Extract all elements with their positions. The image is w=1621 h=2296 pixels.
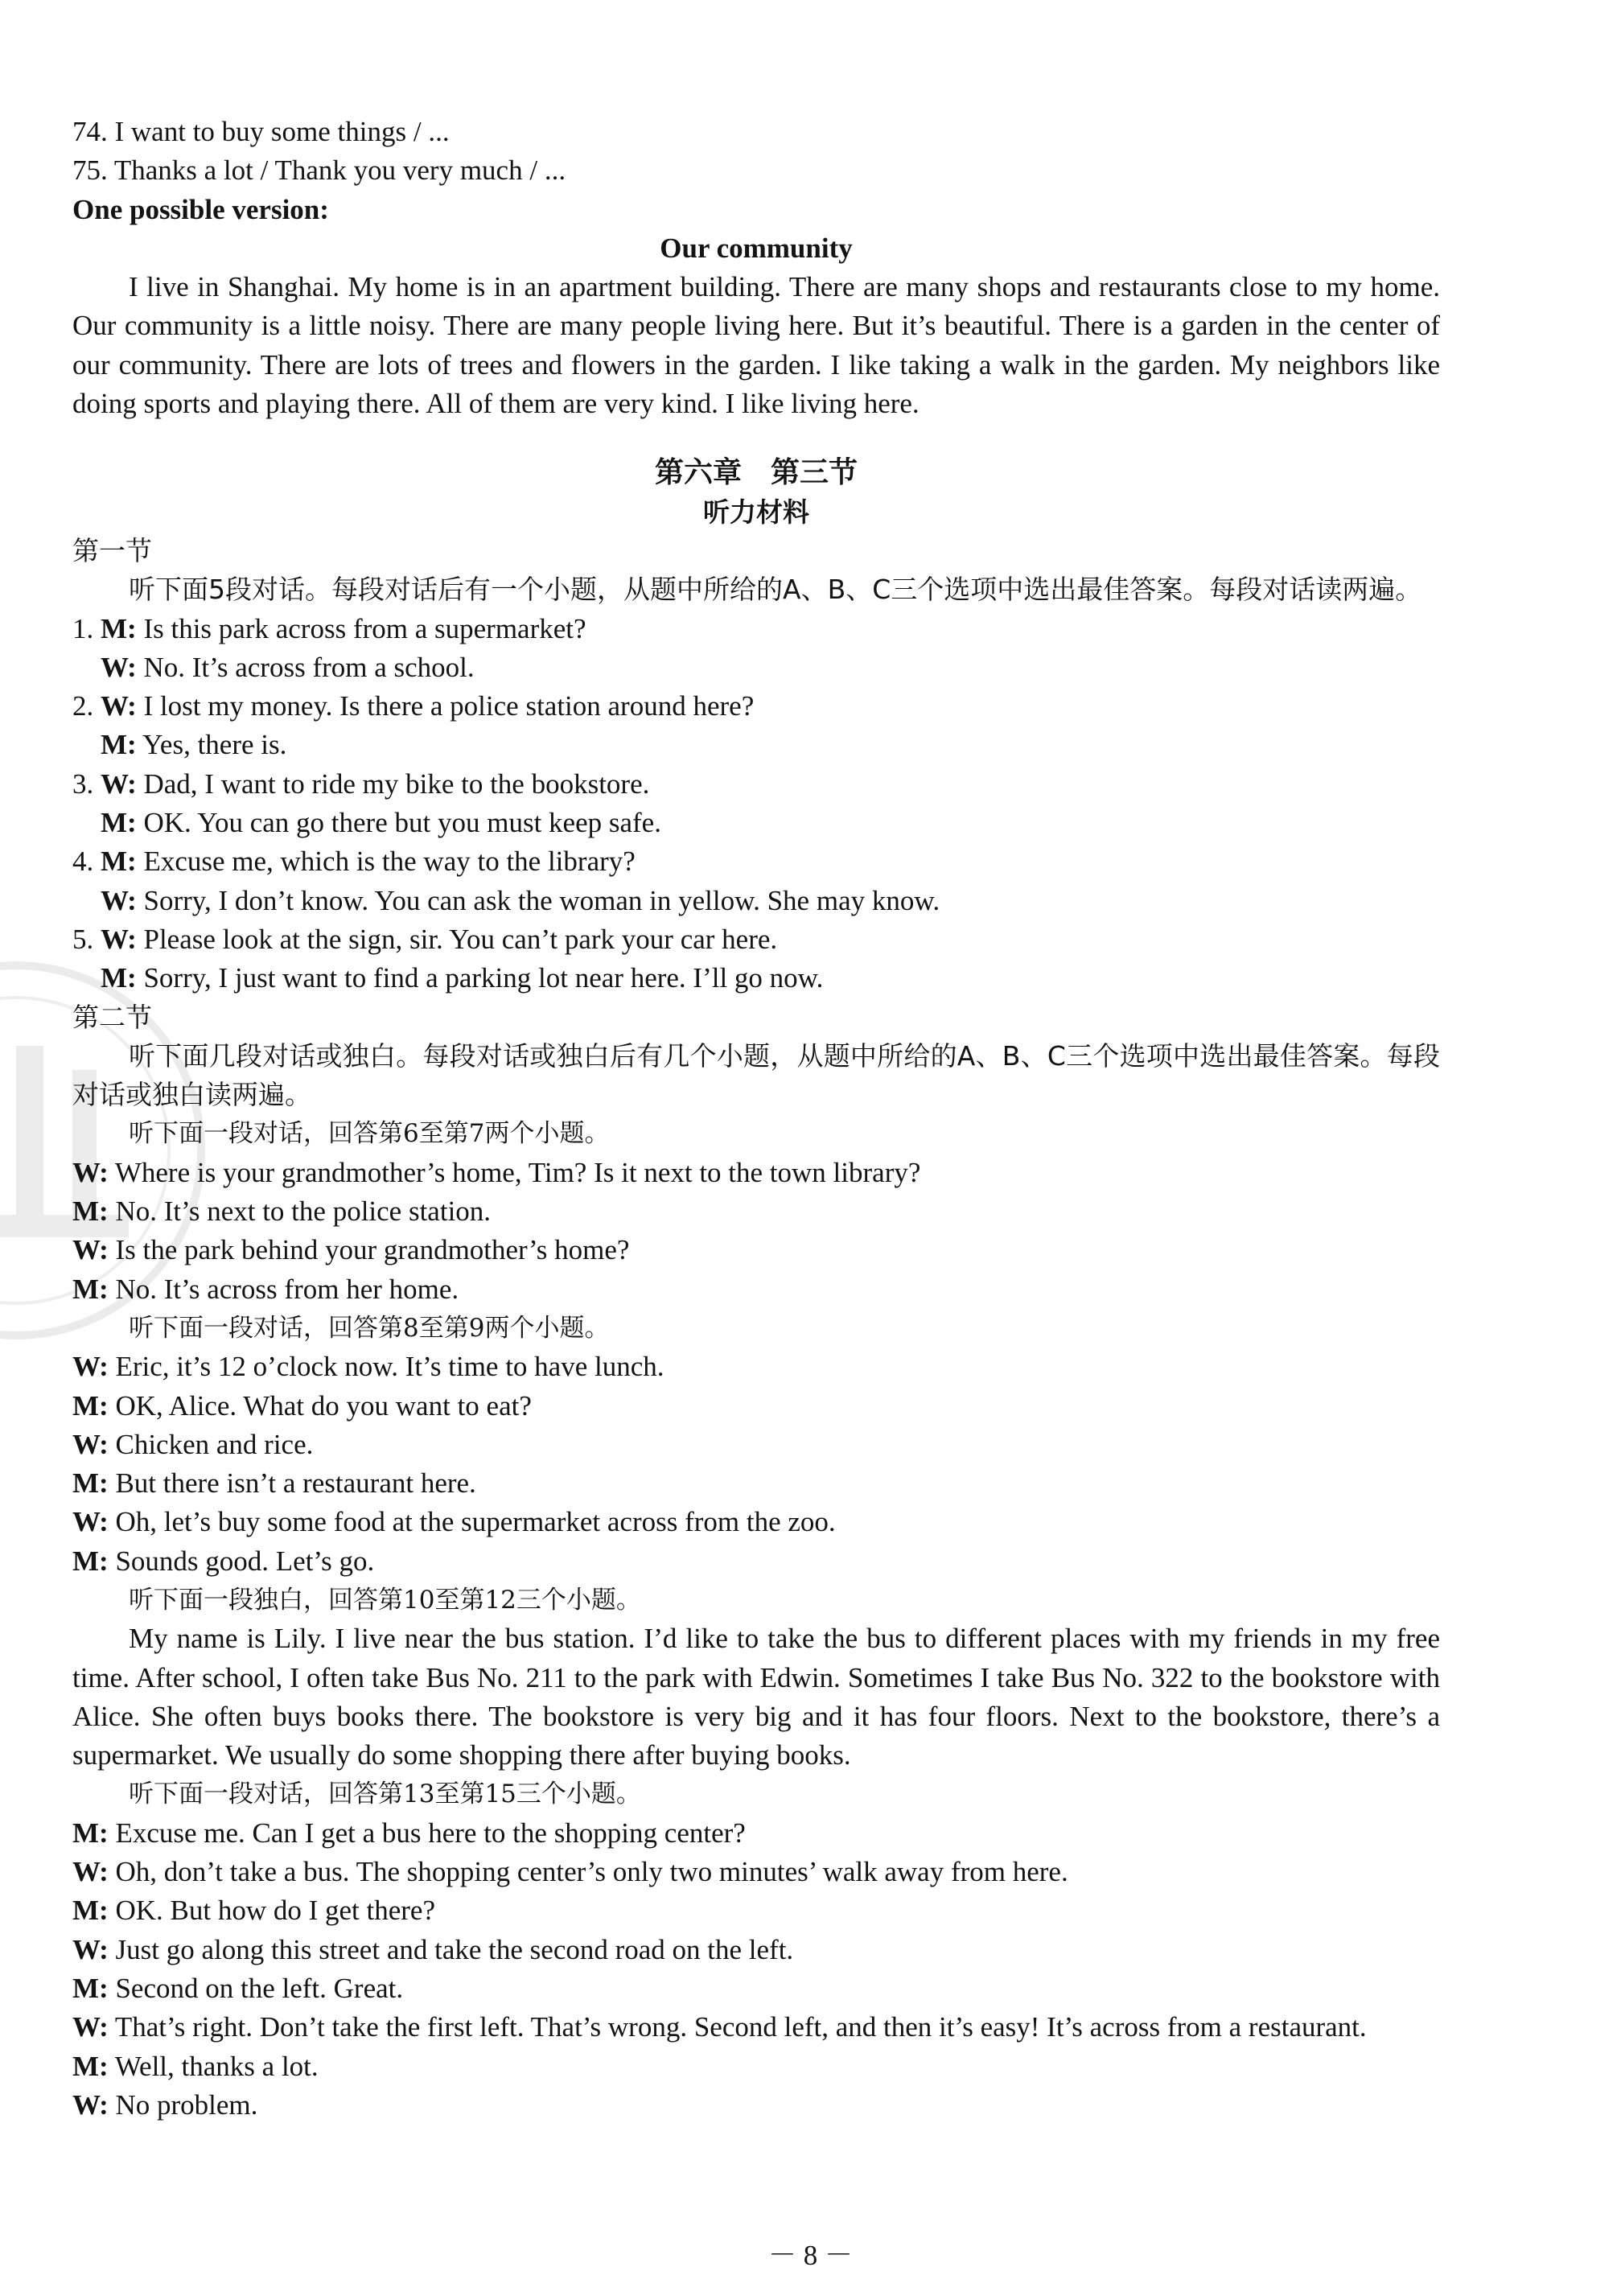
utterance: OK, Alice. What do you want to eat? [108,1389,532,1422]
speaker: M: [101,612,137,644]
utterance: Please look at the sign, sir. You can’t park your car here. [136,923,778,955]
utterance: I lost my money. Is there a police station around here? [136,690,755,722]
speaker: W: [72,1856,109,1888]
part-intro: 听下面一段对话，回答第13至第15三个小题。 [129,1780,641,1809]
speaker: W: [72,1351,109,1383]
section1-instruction: 听下面5段对话。每段对话后有一个小题，从题中所给的A、B、C三个选项中选出最佳答案。每段对话读两遍。 [129,574,1422,606]
chapter-subtitle: 听力材料 [703,496,809,528]
speaker: W: [101,884,137,916]
speaker: W: [72,1506,109,1538]
part-intro: 听下面一段对话，回答第6至第7两个小题。 [129,1119,610,1149]
speaker: M: [101,846,137,878]
section2-instruction: 听下面几段对话或独白。每段对话或独白后有几个小题，从题中所给的A、B、C三个选项中选出最佳答案。每段对话或独白读两遍。 [72,1039,1440,1111]
speaker: W: [72,2088,109,2121]
section2-heading: 第二节 [72,1001,152,1033]
utterance: Chicken and rice. [108,1428,314,1460]
utterance: Sorry, I don’t know. You can ask the woman in yellow. She may know. [136,884,940,916]
utterance: Sorry, I just want to find a parking lot near here. I’ll go now. [136,962,824,994]
answer-74: 74. I want to buy some things / ... [72,116,450,147]
item-number: 4. [72,846,101,878]
speaker: W: [72,1156,109,1188]
dialogue-line [72,920,1440,959]
dialogue-line [72,2047,1440,2086]
speaker: M: [72,1972,109,2004]
speaker: W: [72,1428,109,1460]
dialogue-line [72,1464,1440,1503]
item-number: 1. [72,612,101,644]
utterance: Second on the left. Great. [108,1972,404,2004]
dialogue-line [72,2086,1440,2125]
dialogue-line [72,1853,1440,1891]
dialogue-line [72,1348,1440,1386]
dialogue-line [72,1231,1440,1269]
speaker: W: [101,651,137,683]
speaker: M: [72,1817,109,1849]
utterance: Oh, don’t take a bus. The shopping center’s only two minutes’ walk away from here. [108,1856,1068,1888]
dialogue-line [72,1931,1440,1969]
essay-body: I live in Shanghai. My home is in an apartment building. There are many shops and restaurants close to my home. Our community is a little noisy. There are many people living here. But it’s beautiful. There is a garden in the center of our community. There are lots of trees and flowers in the garden. I like taking a walk in the garden. My neighbors like doing sports and playing there. All of them are very kind. I like living here. [72,271,1440,420]
utterance: Is this park across from a supermarket? [136,612,586,644]
dialogue-line [72,726,1440,764]
monologue-text: My name is Lily. I live near the bus station. I’d like to take the bus to different places with my friends in my free time. After school, I often take Bus No. 211 to the park with Edwin. Sometimes I take Bus No. 322 to the bookstore with Alice. She often buys books there. The bookstore is very big and it has four floors. Next to the bookstore, there’s a supermarket. We usually do some shopping there after buying books. [72,1623,1440,1771]
utterance: Sounds good. Let’s go. [108,1545,375,1577]
dialogue-line [72,1542,1440,1581]
dialogue-line [72,959,1440,998]
utterance: That’s right. Don’t take the first left. That’s wrong. Second left, and then it’s easy! It’s across from a restaurant. [108,2011,1367,2043]
speaker: M: [72,1389,109,1422]
utterance: Just go along this street and take the second road on the left. [108,1933,794,1965]
section1-dialogues [72,610,1440,998]
essay-title: Our community [660,232,853,264]
speaker: M: [72,1895,109,1927]
speaker: W: [72,1234,109,1266]
part-intro: 听下面一段对话，回答第8至第9两个小题。 [129,1313,610,1343]
utterance: Oh, let’s buy some food at the supermarket across from the zoo. [108,1506,836,1538]
dialogue-line [72,648,1440,687]
dialogue-line [72,1270,1440,1309]
dialogue-line [72,1426,1440,1464]
part-intro: 听下面一段独白，回答第10至第12三个小题。 [129,1585,641,1615]
speaker: M: [72,1467,109,1500]
dialogue-line [72,765,1440,804]
speaker: W: [101,923,137,955]
dialogue-line [72,610,1440,648]
utterance: Where is your grandmother’s home, Tim? Is it next to the town library? [108,1156,921,1188]
speaker: M: [101,807,137,839]
dialogue-line [72,1969,1440,2008]
dialogue-line [72,1891,1440,1930]
utterance: Dad, I want to ride my bike to the bookstore. [136,767,650,800]
dialogue-line [72,2008,1440,2047]
chapter-title: 第六章 第三节 [654,456,858,490]
item-number: 3. [72,767,101,800]
dialogue-line [72,687,1440,726]
page-number: － 8 － [767,2240,853,2271]
item-number: 5. [72,923,101,955]
dialogue-line [72,804,1440,842]
answer-75: 75. Thanks a lot / Thank you very much / ... [72,154,566,187]
speaker: W: [72,2011,109,2043]
dialogue-line [72,842,1440,881]
speaker: W: [72,1933,109,1965]
speaker: M: [72,1273,109,1305]
utterance: OK. But how do I get there? [108,1895,435,1927]
dialogue-line [72,882,1440,920]
utterance: Eric, it’s 12 o’clock now. It’s time to have lunch. [108,1351,664,1383]
utterance: No problem. [108,2088,258,2121]
utterance: Excuse me, which is the way to the library? [136,846,636,878]
speaker: W: [101,690,137,722]
page-content [72,113,1440,2125]
speaker: M: [72,1195,109,1228]
utterance: OK. You can go there but you must keep safe. [136,807,661,839]
utterance: But there isn’t a restaurant here. [108,1467,476,1500]
dialogue-line [72,1814,1440,1853]
item-number: 2. [72,690,101,722]
utterance: Is the park behind your grandmother’s home? [108,1234,630,1266]
utterance: No. It’s across from a school. [136,651,475,683]
section1-heading: 第一节 [72,534,152,566]
utterance: Yes, there is. [136,729,287,761]
utterance: Well, thanks a lot. [108,2050,319,2082]
version-label: One possible version: [72,193,329,225]
utterance: Excuse me. Can I get a bus here to the shopping center? [108,1817,746,1849]
speaker: M: [72,2050,109,2082]
dialogue-line [72,1154,1440,1192]
dialogue-line [72,1503,1440,1541]
speaker: M: [101,729,137,761]
utterance: No. It’s next to the police station. [108,1195,492,1228]
speaker: M: [101,962,137,994]
speaker: W: [101,767,137,800]
dialogue-line [72,1387,1440,1426]
speaker: M: [72,1545,109,1577]
dialogue-line [72,1192,1440,1231]
utterance: No. It’s across from her home. [108,1273,459,1305]
